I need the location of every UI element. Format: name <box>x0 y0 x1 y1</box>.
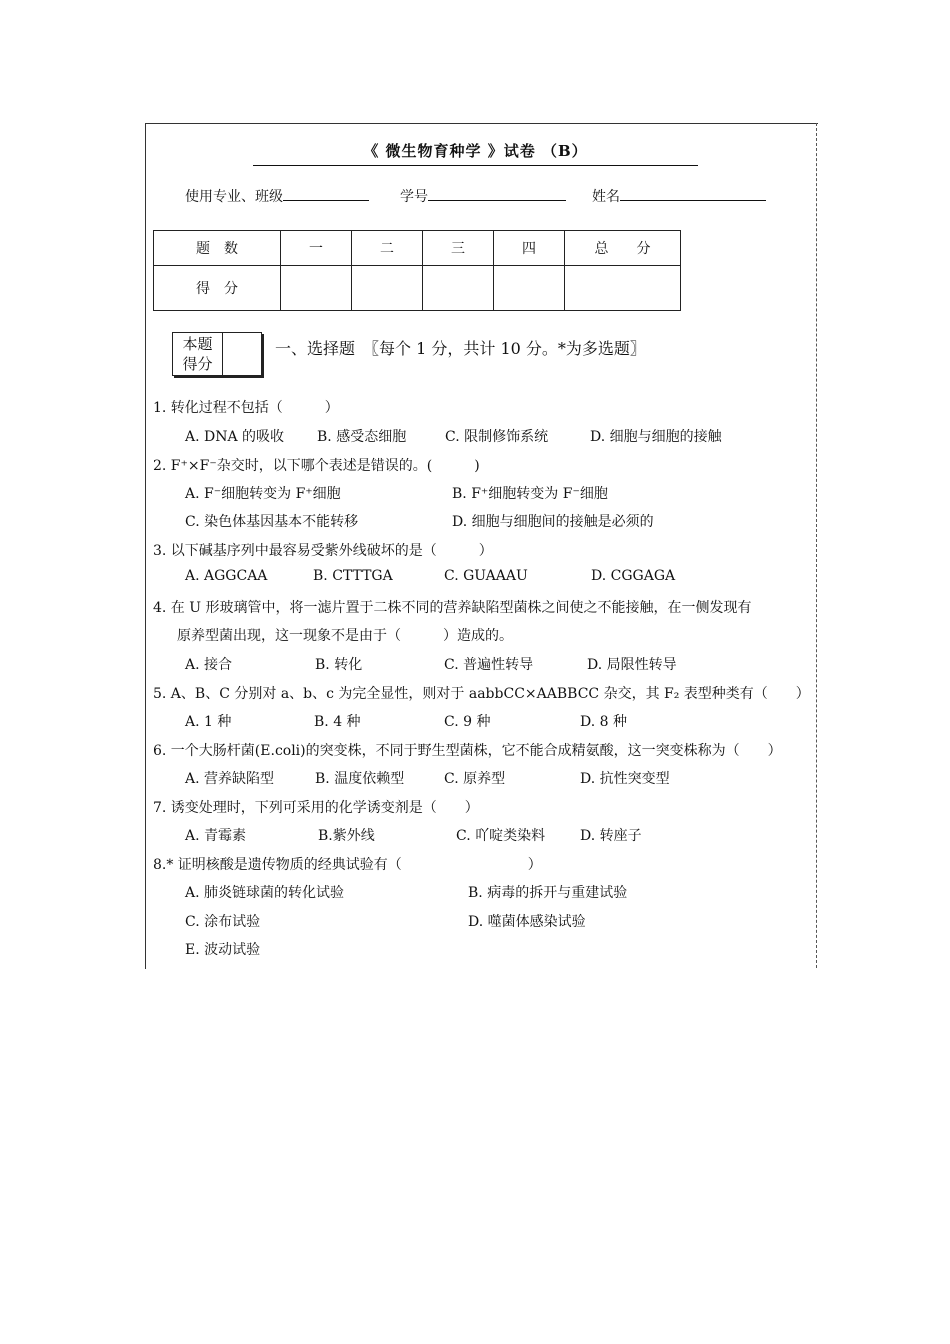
section-score-label-line1: 本题 <box>182 335 213 353</box>
score-table-points-row <box>154 266 681 311</box>
question-option: A. 接合 <box>185 657 233 673</box>
score-cell: 题 数 <box>154 231 281 266</box>
question-option: B.紫外线 <box>318 828 375 844</box>
question-option: B. CTTTGA <box>313 568 393 584</box>
score-cell <box>494 266 565 311</box>
id-blank <box>428 186 566 201</box>
info-student-id <box>400 186 566 206</box>
question-option: D. 细胞与细胞间的接触是必须的 <box>452 514 654 530</box>
question-option: C. 吖啶类染料 <box>456 828 546 844</box>
question-option: A. F⁻细胞转变为 F⁺细胞 <box>185 486 341 502</box>
info-id-label: 学号 <box>400 189 428 205</box>
section-score-box <box>172 332 262 376</box>
question-option: D. 噬菌体感染试验 <box>468 914 586 930</box>
question-option: A. 肺炎链球菌的转化试验 <box>185 885 345 901</box>
question-option: A. 营养缺陷型 <box>185 771 275 787</box>
score-cell <box>423 266 494 311</box>
question-option: C. 涂布试验 <box>185 914 261 930</box>
section-score-blank <box>223 333 261 375</box>
question-stem-continued: 原养型菌出现，这一现象不是由于（ ）造成的。 <box>177 628 513 644</box>
question-stem: 8.* 证明核酸是遗传物质的经典试验有（ ） <box>153 857 542 873</box>
score-cell: 四 <box>494 231 565 266</box>
score-cell: 得 分 <box>154 266 281 311</box>
question-stem: 5. A、B、C 分别对 a、b、c 为完全显性，则对于 aabbCC×AABBCC 杂交，其 F₂ 表型种类有（ ） <box>153 686 810 702</box>
question-stem: 2. F⁺×F⁻杂交时，以下哪个表述是错误的。( ) <box>153 458 480 474</box>
question-option: B. 4 种 <box>314 714 361 730</box>
score-cell: 三 <box>423 231 494 266</box>
info-name <box>592 186 766 206</box>
section-heading: 一、选择题 〖每个 1 分，共计 10 分。*为多选题〗 <box>275 339 646 358</box>
question-option: D. 8 种 <box>580 714 627 730</box>
score-cell: 二 <box>352 231 423 266</box>
question-stem: 6. 一个大肠杆菌(E.coli)的突变株，不同于野生型菌株，它不能合成精氨酸，这一突变株称为（ ） <box>153 743 782 759</box>
question-stem: 3. 以下碱基序列中最容易受紫外线破坏的是（ ） <box>153 543 493 559</box>
question-option: C. 原养型 <box>444 771 506 787</box>
question-option: C. GUAAAU <box>444 568 528 584</box>
question-option: A. 青霉素 <box>185 828 247 844</box>
info-major-label: 使用专业、班级 <box>185 189 283 205</box>
exam-title: 《 微生物育种学 》试卷 （B） <box>253 140 698 166</box>
question-option: B. 温度依赖型 <box>315 771 405 787</box>
question-option: E. 波动试验 <box>185 942 261 958</box>
score-cell <box>281 266 352 311</box>
question-option: B. F⁺细胞转变为 F⁻细胞 <box>452 486 608 502</box>
question-stem: 7. 诱变处理时，下列可采用的化学诱变剂是（ ） <box>153 800 479 816</box>
score-cell: 一 <box>281 231 352 266</box>
section-score-label <box>173 333 223 375</box>
question-option: B. 病毒的拆开与重建试验 <box>468 885 628 901</box>
question-option: D. 转座子 <box>580 828 642 844</box>
question-option: C. 9 种 <box>444 714 491 730</box>
info-major-class <box>185 186 369 206</box>
question-option: A. AGGCAA <box>185 568 268 584</box>
score-table-header-row <box>154 231 681 266</box>
question-option: D. 局限性转导 <box>587 657 677 673</box>
info-name-label: 姓名 <box>592 189 620 205</box>
exam-frame-right-edge <box>816 123 817 968</box>
question-option: A. 1 种 <box>185 714 232 730</box>
score-cell: 总 分 <box>565 231 681 266</box>
question-option: B. 感受态细胞 <box>317 429 407 445</box>
question-stem: 1. 转化过程不包括（ ） <box>153 400 339 416</box>
question-option: D. 细胞与细胞的接触 <box>590 429 722 445</box>
question-option: C. 限制修饰系统 <box>445 429 549 445</box>
score-cell <box>352 266 423 311</box>
score-cell <box>565 266 681 311</box>
score-table <box>153 230 681 311</box>
major-blank <box>283 186 369 201</box>
question-option: D. 抗性突变型 <box>580 771 670 787</box>
question-option: C. 染色体基因基本不能转移 <box>185 514 359 530</box>
question-option: C. 普遍性转导 <box>444 657 534 673</box>
section-score-label-line2: 得分 <box>182 355 213 373</box>
name-blank <box>620 186 766 201</box>
question-option: B. 转化 <box>315 657 363 673</box>
question-option: A. DNA 的吸收 <box>185 429 285 445</box>
question-stem: 4. 在 U 形玻璃管中，将一滤片置于二株不同的营养缺陷型菌株之间使之不能接触，在一侧发现有 <box>153 600 752 616</box>
question-option: D. CGGAGA <box>591 568 676 584</box>
